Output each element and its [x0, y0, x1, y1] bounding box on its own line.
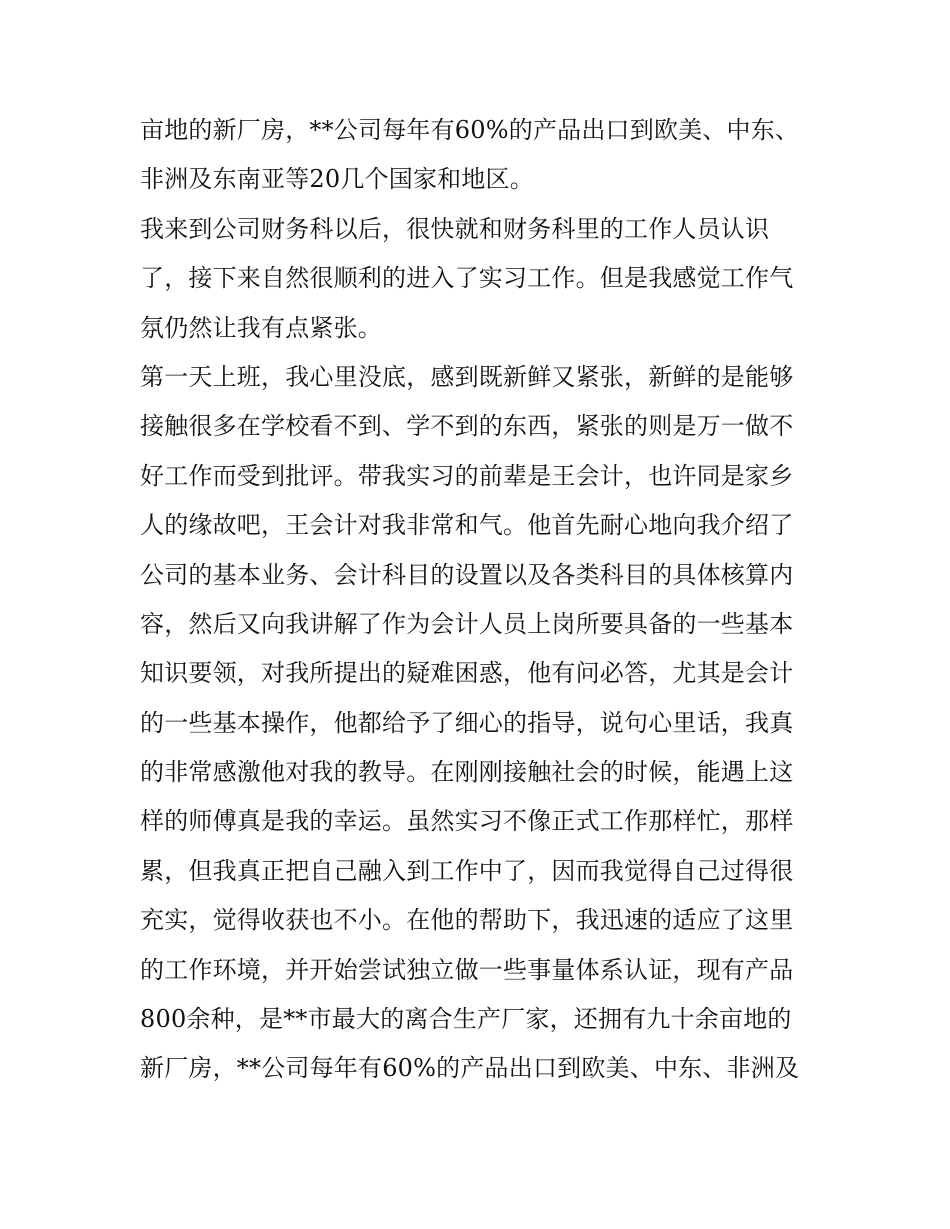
text-line: 接触很多在学校看不到、学不到的东西，紧张的则是万一做不: [140, 412, 794, 441]
text-line: 人的缘故吧，王会计对我非常和气。他首先耐心地向我介绍了: [140, 511, 794, 540]
text-line: 好工作而受到批评。带我实习的前辈是王会计，也许同是家乡: [140, 461, 794, 490]
text-line: 亩地的新厂房，**公司每年有60%的产品出口到欧美、中东、: [140, 116, 800, 144]
text-line: 累，但我真正把自己融入到工作中了，因而我觉得自己过得很: [140, 856, 794, 885]
text-line: 了，接下来自然很顺利的进入了实习工作。但是我感觉工作气: [140, 264, 794, 293]
text-line: 的一些基本操作，他都给予了细心的指导，说句心里话，我真: [140, 708, 794, 737]
text-line: 非洲及东南亚等20几个国家和地区。: [140, 165, 534, 194]
text-line: 容，然后又向我讲解了作为会计人员上岗所要具备的一些基本: [140, 609, 794, 638]
text-line: 知识要领，对我所提出的疑难困惑，他有问必答，尤其是会计: [140, 659, 794, 688]
text-line: 800余种，是**市最大的离合生产厂家，还拥有九十余亩地的: [140, 1005, 792, 1034]
text-line: 的工作环境，并开始尝试独立做一些事量体系认证，现有产品: [140, 955, 794, 984]
text-line: 氛仍然让我有点紧张。: [140, 313, 382, 342]
text-line: 公司的基本业务、会计科目的设置以及各类科目的具体核算内: [140, 560, 794, 589]
text-line: 样的师傅真是我的幸运。虽然实习不像正式工作那样忙，那样: [140, 807, 794, 836]
text-line: 我来到公司财务科以后，很快就和财务科里的工作人员认识: [140, 214, 770, 243]
text-line: 充实，觉得收获也不小。在他的帮助下，我迅速的适应了这里: [140, 906, 794, 935]
text-line: 新厂房，**公司每年有60%的产品出口到欧美、中东、非洲及: [140, 1054, 800, 1083]
text-line: 第一天上班，我心里没底，感到既新鲜又紧张，新鲜的是能够: [140, 362, 794, 391]
body-text: [140, 106, 816, 1094]
text-line: 的非常感激他对我的教导。在刚刚接触社会的时候，能遇上这: [140, 758, 794, 787]
